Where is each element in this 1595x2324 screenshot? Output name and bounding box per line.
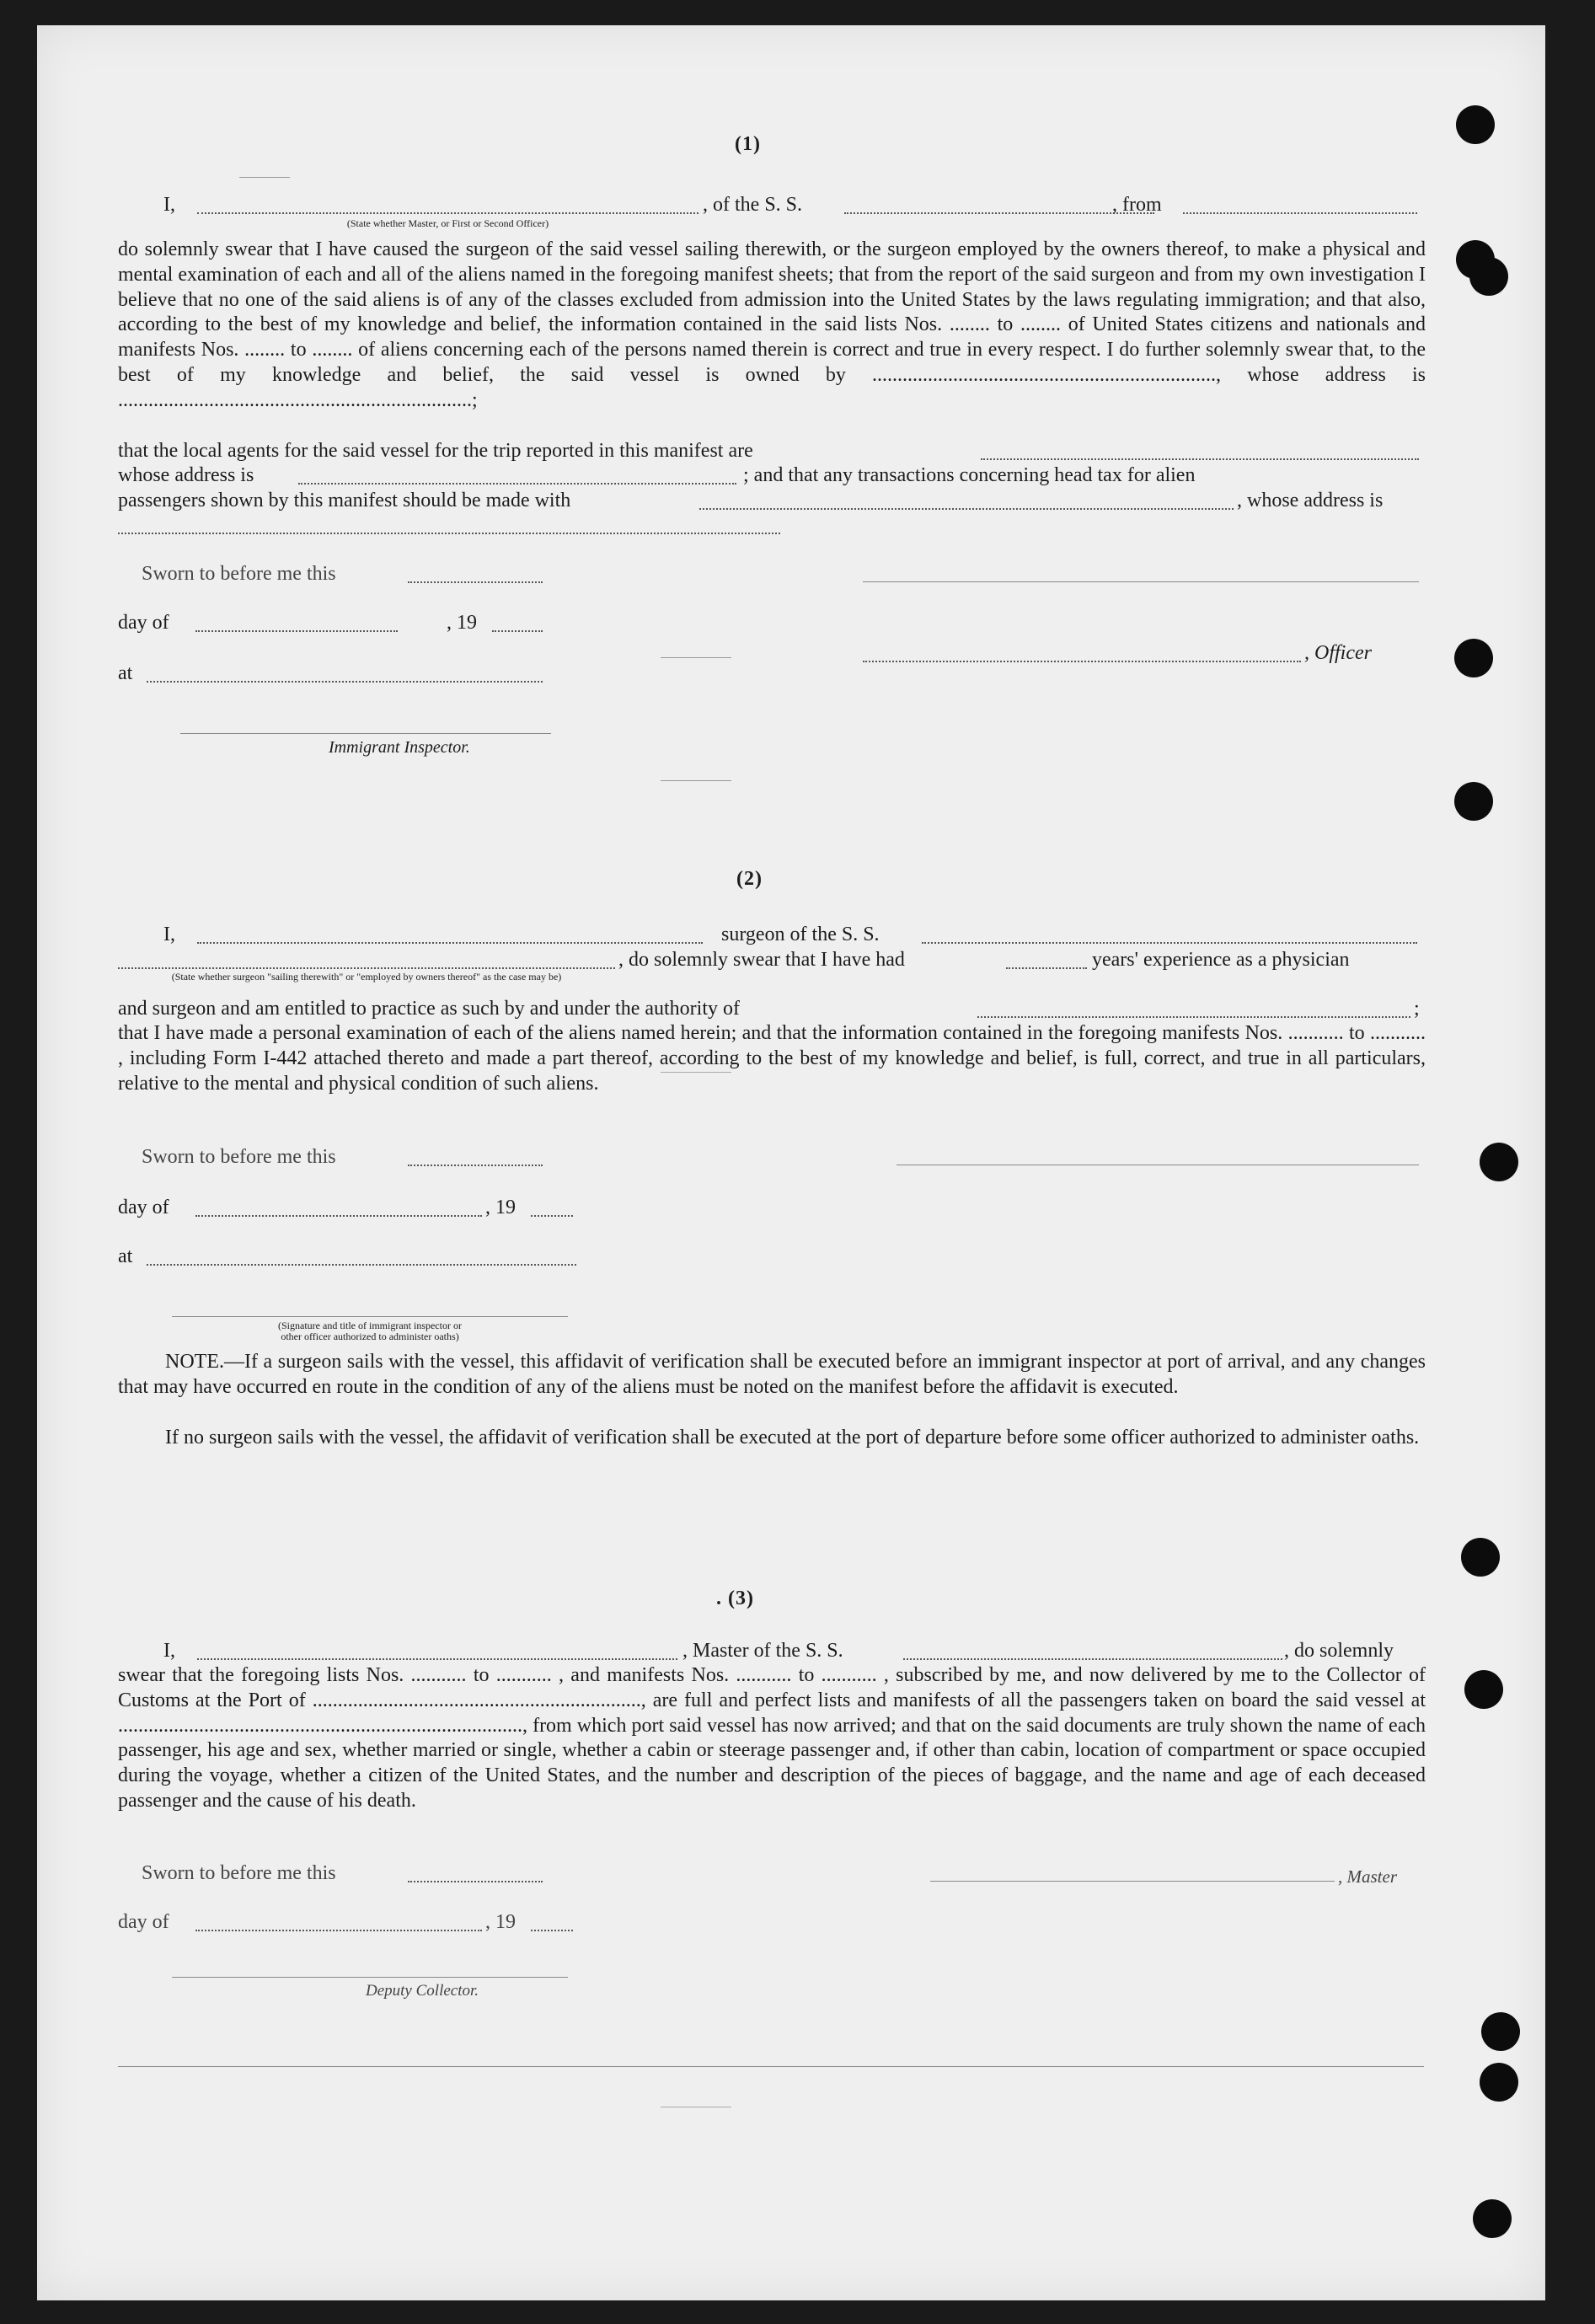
- section-2-number: (2): [736, 868, 763, 890]
- years-experience-label: years' experience as a physician: [1092, 949, 1350, 971]
- section-1-number: (1): [735, 133, 761, 155]
- bleed-mark: [661, 780, 731, 781]
- bleed-mark: [239, 177, 290, 178]
- vessel-name-field[interactable]: [844, 212, 1154, 214]
- surgeon-name-field[interactable]: [197, 942, 703, 944]
- note-paragraph-1: NOTE.—If a surgeon sails with the vessel, this affidavit of verification shall be executed before an immigrant inspector at port of arrival, and any changes that may have occurred en route in the condition of any of the aliens must be noted on the manifest before the affidavit is executed.: [118, 1351, 1426, 1398]
- transactions-text: ; and that any transactions concerning head tax for alien: [743, 464, 1196, 486]
- punch-hole: [1454, 782, 1493, 821]
- punch-hole: [1454, 639, 1493, 677]
- section-1-i: I,: [163, 194, 175, 216]
- day-of-label-2: day of: [118, 1197, 169, 1218]
- bleed-mark: [661, 657, 731, 658]
- punch-hole: [1464, 1670, 1503, 1709]
- punch-hole: [1480, 1143, 1518, 1181]
- bleed-mark: [661, 1072, 731, 1073]
- officer-signature-field[interactable]: [863, 661, 1301, 662]
- at-field-2[interactable]: [147, 1264, 576, 1266]
- year-field-1[interactable]: [492, 630, 543, 632]
- bottom-rule: [118, 2066, 1424, 2067]
- punch-hole: [1469, 257, 1508, 296]
- section-1-paragraph: do solemnly swear that I have caused the surgeon of the said vessel sailing therewith, or the surgeon employed by the owners thereof, to make a physical and mental examination of each and all of the aliens named in the foregoing manifest sheets; that from the report of the said surgeon and from my own investigation I believe that no one of the said aliens is of any of the classes excluded from admission into the United States by the laws regulating immigration; and that also, according to the best of my knowledge and belief, the information contained in the said lists Nos. ........ to ........ of United States citizens and nationals and manifests Nos. ........ to ........ of aliens concerning each of the persons named therein is correct and true in every respect. I do further solemnly swear that, to the best of my knowledge and belief, the said vessel is owned by ...................................................................., whose address is ......................................................................;: [118, 238, 1426, 411]
- day-of-label-1: day of: [118, 612, 169, 634]
- passengers-text: passengers shown by this manifest should be made with: [118, 490, 571, 511]
- year-label-1: , 19: [447, 612, 477, 634]
- officer-rank-note: (State whether Master, or First or Second Officer): [346, 217, 549, 229]
- deputy-collector-label: Deputy Collector.: [366, 1982, 479, 2000]
- inspector-signature-line: [180, 733, 551, 734]
- master-of-label: , Master of the S. S.: [682, 1640, 843, 1662]
- officer-name-field[interactable]: [197, 212, 698, 214]
- authority-field[interactable]: [977, 1016, 1410, 1018]
- do-solemnly-swear-label: , do solemnly swear that I have had: [618, 949, 905, 971]
- at-label-2: at: [118, 1245, 133, 1267]
- punch-hole: [1456, 105, 1495, 144]
- from-label: , from: [1112, 194, 1162, 216]
- signature-note-2: other officer authorized to administer oaths): [281, 1331, 459, 1342]
- semicolon: ;: [1414, 998, 1420, 1020]
- officer-label: , Officer: [1304, 642, 1372, 664]
- section-3-number: . (3): [716, 1588, 754, 1609]
- year-label-2: , 19: [485, 1197, 516, 1218]
- master-vessel-field[interactable]: [903, 1658, 1282, 1660]
- section-3-paragraph: swear that the foregoing lists Nos. ........... to ........... , and manifests Nos. ........... to ........... , subscribed by me, and now delivered by me to the Collector of Customs at the Port of ................................................................., are full and perfect lists and manifests of all the passengers taken on board the said vessel at ................................................................................, from which port said vessel has now arrived; and that on the said documents are truly shown the name of each passenger, his age and sex, whether married or single, whether a cabin or steerage passenger and, if other than cabin, location of compartment or space occupied during the voyage, whether a citizen of the United States, and the number and description of the pieces of baggage, and the name and age of each deceased passenger and the cause of his death.: [118, 1664, 1426, 1812]
- document-page: [37, 25, 1545, 2300]
- sworn-label-2: Sworn to before me this: [142, 1146, 336, 1168]
- master-signature-line: [930, 1881, 1335, 1882]
- year-field-3[interactable]: [531, 1930, 573, 1931]
- master-name-field[interactable]: [197, 1658, 677, 1660]
- sworn-day-field-1[interactable]: [408, 581, 543, 583]
- note-paragraph-2: If no surgeon sails with the vessel, the affidavit of verification shall be executed at the port of departure before some officer authorized to administer oaths.: [165, 1427, 1420, 1448]
- officer-signature-line-top: [863, 581, 1419, 582]
- at-label-1: at: [118, 662, 133, 684]
- of-the-ss-label: , of the S. S.: [703, 194, 803, 216]
- day-of-field-1[interactable]: [195, 630, 398, 632]
- punch-hole: [1480, 2063, 1518, 2102]
- inspector-label: Immigrant Inspector.: [329, 738, 470, 757]
- whose-address-is-label: , whose address is: [1237, 490, 1384, 511]
- contact-address-field[interactable]: [118, 533, 780, 534]
- head-tax-contact-field[interactable]: [699, 508, 1234, 510]
- punch-hole: [1473, 2199, 1512, 2238]
- section-2-paragraph: that I have made a personal examination of each of the aliens named herein; and that the information contained in the foregoing manifests Nos. ........... to ........... , including Form I-442 attached thereto and made a part thereof, according to the best of my knowledge and belief, is full, correct, and true in all particulars, relative to the mental and physical condition of such aliens.: [118, 1022, 1426, 1095]
- surgeon-vessel-field[interactable]: [922, 942, 1417, 944]
- section-2-i: I,: [163, 924, 175, 945]
- year-label-3: , 19: [485, 1911, 516, 1933]
- do-solemnly-label: , do solemnly: [1284, 1640, 1394, 1662]
- from-port-field[interactable]: [1183, 212, 1417, 214]
- surgeon-status-note: (State whether surgeon "sailing therewith" or "employed by owners thereof" as the case may be): [171, 971, 562, 983]
- local-agents-field[interactable]: [981, 458, 1419, 460]
- sworn-day-field-2[interactable]: [408, 1165, 543, 1166]
- master-label: , Master: [1338, 1866, 1397, 1887]
- punch-hole: [1481, 2012, 1520, 2051]
- surgeon-of-label: surgeon of the S. S.: [721, 924, 880, 945]
- deputy-signature-line: [172, 1977, 568, 1978]
- sworn-label-3: Sworn to before me this: [142, 1862, 336, 1884]
- day-of-label-3: day of: [118, 1911, 169, 1933]
- officer-signature-line-2: [172, 1316, 568, 1317]
- authority-text: and surgeon and am entitled to practice as such by and under the authority of: [118, 998, 740, 1020]
- section-3-i: I,: [163, 1640, 175, 1662]
- whose-address-label: whose address is: [118, 464, 254, 486]
- agents-address-field[interactable]: [298, 483, 736, 485]
- signature-note-1: (Signature and title of immigrant inspector or: [278, 1320, 462, 1331]
- day-of-field-3[interactable]: [195, 1930, 482, 1931]
- years-field[interactable]: [1006, 967, 1087, 969]
- punch-hole: [1461, 1538, 1500, 1577]
- sworn-day-field-3[interactable]: [408, 1881, 543, 1882]
- local-agents-text: that the local agents for the said vessel for the trip reported in this manifest are: [118, 440, 753, 462]
- at-field-1[interactable]: [147, 681, 543, 683]
- day-of-field-2[interactable]: [195, 1215, 482, 1217]
- surgeon-status-field[interactable]: [118, 967, 615, 969]
- sworn-label-1: Sworn to before me this: [142, 563, 336, 585]
- year-field-2[interactable]: [531, 1215, 573, 1217]
